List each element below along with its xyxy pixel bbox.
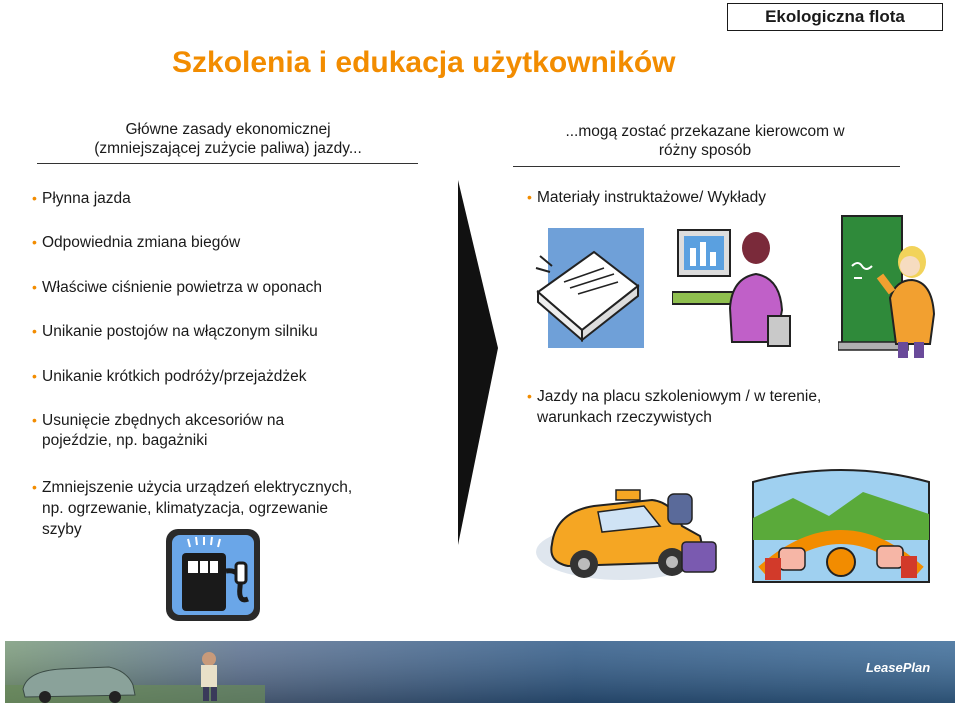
right-heading-line2: różny sposób — [658, 142, 752, 159]
fuel-pump-icon — [162, 525, 264, 625]
right-heading-rule — [513, 166, 900, 167]
bullet-accessories: • Usunięcie zbędnych akcesoriów na — [32, 411, 284, 431]
book-illustration — [534, 226, 646, 350]
bullet-electrical: • Zmniejszenie użycia urządzeń elektrycznych, — [32, 478, 352, 498]
right-heading — [510, 122, 900, 160]
left-heading-line1: Główne zasady ekonomicznej — [125, 121, 331, 138]
footer-banner — [5, 641, 955, 703]
taxi-illustration — [532, 466, 728, 588]
left-heading — [36, 120, 420, 158]
bullet-practical-driving-cont: warunkach rzeczywistych — [537, 409, 712, 426]
bullet-gear-change: • Odpowiednia zmiana biegów — [32, 233, 240, 253]
leaseplan-logo: LeasePlan — [865, 660, 931, 675]
bullet-short-trips: • Unikanie krótkich podróży/przejażdżek — [32, 367, 306, 387]
bullet-materials: • Materiały instruktażowe/ Wykłady — [527, 188, 766, 208]
bullet-practical-driving: • Jazdy na placu szkoleniowym / w terenie, — [527, 387, 821, 407]
bullet-idling: • Unikanie postojów na włączonym silniku — [32, 322, 318, 342]
bullet-accessories-cont: pojeździe, np. bagażniki — [42, 432, 208, 449]
section-tag: Ekologiczna flota — [727, 3, 943, 31]
right-heading-line1: ...mogą zostać przekazane kierowcom w — [565, 123, 845, 140]
arrow-divider-icon — [456, 180, 500, 545]
bullet-smooth-driving: • Płynna jazda — [32, 189, 131, 209]
bullet-electrical-cont1: np. ogrzewanie, klimatyzacja, ogrzewanie — [42, 500, 329, 517]
teacher-illustration — [838, 214, 940, 360]
steering-wheel-illustration — [743, 462, 939, 584]
left-heading-line2: (zmniejszającej zużycie paliwa) jazdy... — [94, 140, 362, 157]
left-heading-rule — [37, 163, 418, 164]
computer-user-illustration — [672, 224, 796, 352]
bullet-electrical-cont2: szyby — [42, 521, 82, 538]
bullet-tyre-pressure: • Właściwe ciśnienie powietrza w oponach — [32, 278, 322, 298]
page-title: Szkolenia i edukacja użytkowników — [172, 46, 676, 79]
